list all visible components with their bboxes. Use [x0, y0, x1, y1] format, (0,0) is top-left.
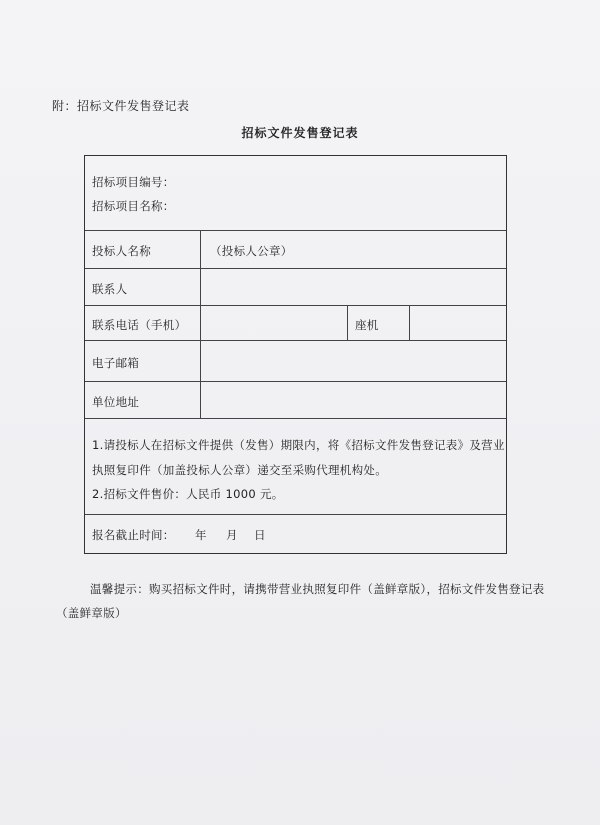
email-row — [85, 341, 506, 382]
address-label: 单位地址 — [92, 395, 140, 409]
bidder-name-row — [85, 231, 506, 269]
email-label: 电子邮箱 — [92, 356, 140, 370]
deadline-day: 日 — [254, 528, 266, 542]
deadline-year: 年 — [195, 528, 207, 542]
note-line-2: 执照复印件（加盖投标人公章）递交至采购代理机构处。 — [92, 463, 387, 477]
tip-line-1: 温馨提示：购买招标文件时，请携带营业执照复印件（盖鲜章版），招标文件发售登记表 — [90, 582, 545, 596]
project-name-label: 招标项目名称： — [92, 199, 175, 213]
bidder-seal-note: （投标人公章） — [210, 244, 293, 258]
column-divider — [409, 306, 410, 340]
contact-label: 联系人 — [92, 282, 128, 296]
tip-line-2: （盖鲜章版） — [56, 606, 127, 620]
phone-label: 联系电话（手机） — [92, 318, 187, 332]
bidder-name-label: 投标人名称 — [92, 244, 151, 258]
phone-row — [85, 306, 506, 341]
registration-form-table — [84, 155, 507, 554]
deadline-label: 报名截止时间： — [92, 528, 175, 542]
document-title: 招标文件发售登记表 — [241, 126, 359, 140]
contact-row — [85, 269, 506, 306]
project-info-row — [85, 156, 506, 231]
attachment-label: 附：招标文件发售登记表 — [52, 99, 190, 113]
deadline-month: 月 — [226, 528, 238, 542]
address-row — [85, 382, 506, 419]
column-divider — [200, 382, 201, 418]
deadline-row — [85, 515, 506, 552]
note-line-3: 2.招标文件售价：人民币 1000 元。 — [92, 487, 284, 501]
note-line-1: 1.请投标人在招标文件提供（发售）期限内，将《招标文件发售登记表》及营业 — [92, 438, 505, 452]
column-divider — [200, 231, 201, 268]
project-number-label: 招标项目编号： — [92, 175, 175, 189]
column-divider — [200, 269, 201, 305]
column-divider — [200, 306, 201, 340]
column-divider — [347, 306, 348, 340]
landline-label: 座机 — [355, 318, 379, 332]
column-divider — [200, 341, 201, 381]
notes-row — [85, 419, 506, 515]
